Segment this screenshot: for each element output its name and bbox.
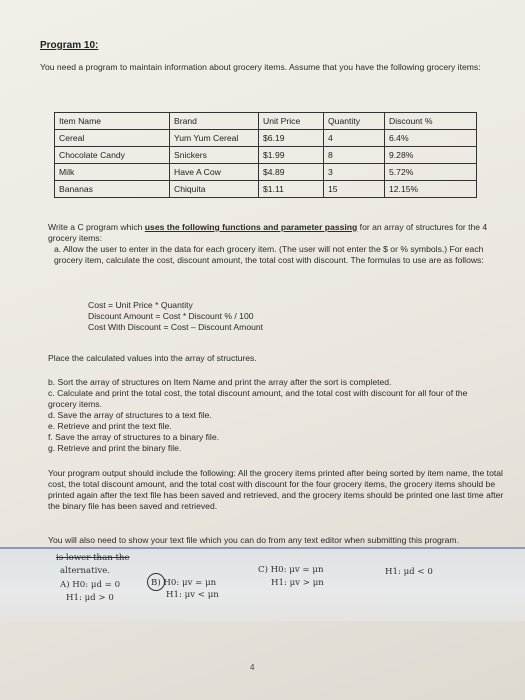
table-cell: $1.99 <box>259 147 324 164</box>
show-paragraph: You will also need to show your text file which you can do from any text editor when submitting this program. <box>48 535 459 545</box>
table-cell: 5.72% <box>385 164 477 181</box>
table-cell: Milk <box>55 164 170 181</box>
table-header-row <box>55 113 477 130</box>
table-cell: 3 <box>324 164 385 181</box>
formula-line: Cost = Unit Price * Quantity <box>88 300 193 310</box>
part-item: f. Save the array of structures to a binary file. <box>48 432 219 442</box>
formula-line: Discount Amount = Cost * Discount % / 100 <box>88 311 254 321</box>
table-row <box>55 181 477 198</box>
table-header-cell: Item Name <box>55 113 170 130</box>
table-header-cell: Unit Price <box>259 113 324 130</box>
table-cell: Have A Cow <box>170 164 259 181</box>
table-cell: $6.19 <box>259 130 324 147</box>
part-item: c. Calculate and print the total cost, the total discount amount, and the total cost with discount for all four of the grocery items. <box>48 388 468 409</box>
table-cell: Cereal <box>55 130 170 147</box>
part-item: b. Sort the array of structures on Item Name and print the array after the sort is completed. <box>48 377 392 387</box>
output-paragraph: Your program output should include the following: All the grocery items printed after being sorted by item name, the total cost, the total discount amount, and the total cost with discount for the four grocery items, the grocery items should be printed again after the text file has been saved and retrieved, and the grocery items should be printed one last time after the binary file has been saved and retrieved. <box>48 468 504 511</box>
table-header-cell: Brand <box>170 113 259 130</box>
formula-line: Cost With Discount = Cost – Discount Amount <box>88 322 264 332</box>
table-cell: 8 <box>324 147 385 164</box>
table-cell: 12.15% <box>385 181 477 198</box>
handwritten-option-c: C) H0: μv = μn <box>258 565 324 575</box>
table-cell: 9.28% <box>385 147 477 164</box>
instruction-text-end: for an array of structures for the 4 grocery items: <box>48 222 488 243</box>
table-header-cell: Discount % <box>385 113 477 130</box>
table-cell: Chocolate Candy <box>55 147 170 164</box>
page-number: 4 <box>250 663 255 672</box>
instruction-paragraph <box>48 222 504 244</box>
place-paragraph: Place the calculated values into the array of structures. <box>48 353 257 363</box>
handwritten-option-d: H1: μd < 0 <box>385 567 433 577</box>
formula-block <box>88 300 408 333</box>
table-cell: $4.89 <box>259 164 324 181</box>
table-row <box>55 164 477 181</box>
instruction-emphasis: uses the following functions and parameter passing <box>144 222 358 232</box>
table-row <box>55 147 477 164</box>
handwritten-note: alternative. <box>60 566 111 576</box>
table-cell: Yum Yum Cereal <box>170 130 259 147</box>
handwritten-option-b: B) H0: μv = μn <box>151 578 217 588</box>
handwritten-option-b: H1: μv < μn <box>166 590 219 600</box>
table-row <box>55 130 477 147</box>
handwritten-option-a: A) H0: μd = 0 <box>60 580 121 590</box>
handwritten-option-a: H1: μd > 0 <box>66 593 114 603</box>
part-a-paragraph: a. Allow the user to enter in the data for each grocery item. (The user will not enter the $ or % symbols.) For each grocery item, calculate the cost, discount amount, the total cost with discount. The formulas to use are as follows: <box>54 244 484 265</box>
table-cell: Chiquita <box>170 181 259 198</box>
handwritten-option-c: H1: μv > μn <box>271 578 324 588</box>
table-cell: Snickers <box>170 147 259 164</box>
instruction-text: Write a C program which <box>48 222 145 232</box>
grocery-table <box>54 112 477 198</box>
table-cell: 6.4% <box>385 130 477 147</box>
table-cell: $1.11 <box>259 181 324 198</box>
part-item: g. Retrieve and print the binary file. <box>48 443 182 453</box>
table-cell: 4 <box>324 130 385 147</box>
table-header-cell: Quantity <box>324 113 385 130</box>
page-title: Program 10: <box>40 40 99 51</box>
handwritten-note: is lower than the <box>56 553 130 563</box>
intro-paragraph: You need a program to maintain information about grocery items. Assume that you have the following grocery items: <box>40 62 481 72</box>
parts-list <box>48 377 498 454</box>
table-cell: Bananas <box>55 181 170 198</box>
part-item: e. Retrieve and print the text file. <box>48 421 172 431</box>
part-item: d. Save the array of structures to a text file. <box>48 410 212 420</box>
table-cell: 15 <box>324 181 385 198</box>
